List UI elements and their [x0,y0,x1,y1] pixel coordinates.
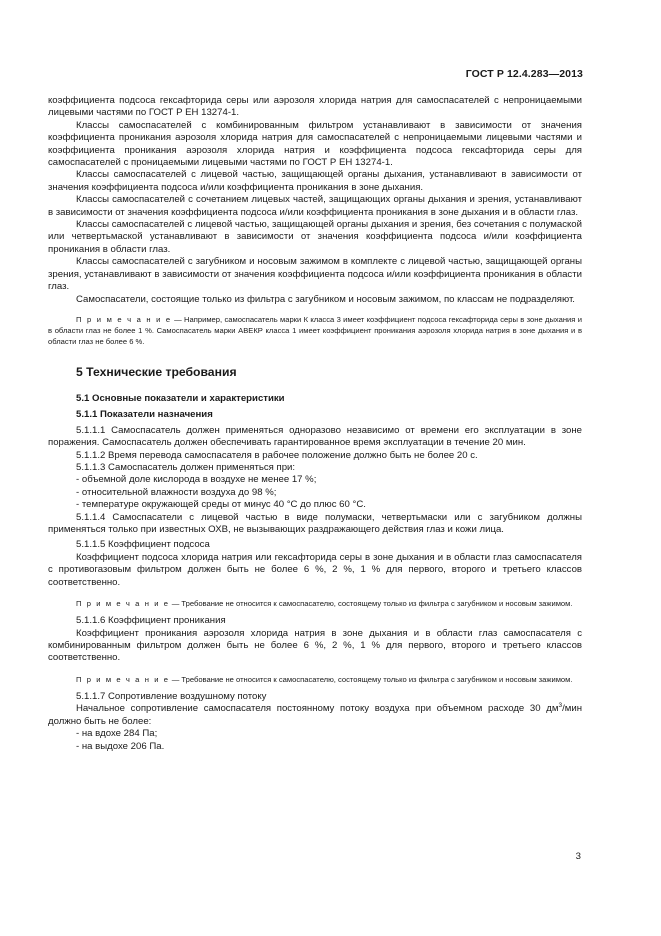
subsection-heading: 5.1 Основные показатели и характеристики [76,392,285,404]
note-text: — Требование не относится к самоспасателю, состоящему только из фильтра с загубником и носовым зажимом. [169,599,573,609]
subsection-heading: 5.1.1 Показатели назначения [76,409,213,421]
note [48,314,582,348]
note-label: П р и м е ч а н и е [76,599,170,609]
paragraph: Самоспасатели, состоящие только из фильтра с загубником и носовым зажимом, по классам не подразделяют. [76,293,575,305]
list-item: - температуре окружающей среды от минус 40 °С до плюс 60 °С. [76,499,366,511]
paragraph: 5.1.1.1 Самоспасатель должен применяться одноразово независимо от времени его эксплуатации в зоне поражения. Самоспасатель должен обеспечивать гарантированное время эксплуатации в течение 20 мин. [48,424,582,449]
paragraph: Коэффициент подсоса хлорида натрия или гексафторида серы в зоне дыхания и в области глаз самоспасателя с противогазовым фильтром должен быть не более 6 %, 2 %, 1 % для первого, второго и третьего классов соответственно. [48,551,582,588]
note-text: — Например, самоспасатель марки К класса 3 имеет коэффициент подсоса гексафторида серы в зоне дыхания и в области глаз не более 1 %. Самоспасатель марки АВЕКР класса 1 имеет коэффициент проникания аэрозоля хлорида натрия в зоне дыхания и в области глаз не более 6 %. [48,314,582,347]
note-label: П р и м е ч а н и е [76,314,172,324]
note-text: — Требование не относится к самоспасателю, состоящему только из фильтра с загубником и носовым зажимом. [169,674,573,684]
clause-heading: 5.1.1.6 Коэффициент проникания [76,615,226,627]
page-number: 3 [575,851,581,862]
paragraph: коэффициента подсоса гексафторида серы или аэрозоля хлорида натрия для самоспасателей с непроницаемыми лицевыми частями по ГОСТ Р ЕН 13274-1. [48,95,582,119]
clause-heading: 5.1.1.7 Сопротивление воздушному потоку [76,691,267,703]
note [48,674,582,685]
superscript: 3 [558,702,563,710]
list-item: - относительной влажности воздуха до 98 %; [76,486,277,498]
paragraph: 5.1.1.2 Время перевода самоспасателя в рабочее положение должно быть не более 20 с. [76,449,478,461]
paragraph-text: Начальное сопротивление самоспасателя постоянному потоку воздуха при объемном расходе 30 дм [76,703,559,715]
note [48,598,582,609]
paragraph: Классы самоспасателей с лицевой частью, защищающей органы дыхания, устанавливают в зависимости от значения коэффициента подсоса и/или коэффициента проникания в зоне дыхания. [48,169,582,193]
paragraph-text: /мин должно быть не более: [48,703,582,727]
paragraph: 5.1.1.3 Самоспасатель должен применяться при: [76,461,296,473]
section-heading: 5 Технические требования [76,364,237,379]
paragraph: Классы самоспасателей с сочетанием лицевых частей, защищающих органы дыхания и зрения, устанавливают в зависимости от значения коэффициента подсоса и/или коэффициента проникания в зоне дыхания и в области глаз. [48,194,582,218]
page-body [48,95,582,753]
note-label: П р и м е ч а н и е [76,674,170,684]
paragraph: Коэффициент проникания аэрозоля хлорида натрия в зоне дыхания и в области глаз самоспасателя с комбинированным фильтром должен быть не более 6 %, 2 %, 1 % для первого, второго и третьего классов соответственно. [48,627,582,664]
paragraph: Классы самоспасателей с комбинированным фильтром устанавливают в зависимости от значения коэффициента проникания аэрозоля хлорида натрия для самоспасателей с непроницаемыми лицевыми частями и коэффициента проникания аэрозоля хлорида натрия и коэффициента подсоса гексафторида серы для самоспасателей с проницаемыми лицевыми частями по ГОСТ Р ЕН 13274-1. [48,119,582,169]
paragraph: Классы самоспасателей с лицевой частью, защищающей органы дыхания и зрения, без сочетания с полумаской или четвертьмаской устанавливают в зависимости от значения коэффициента подсоса и/или коэффициента проникания в области глаз. [48,219,582,255]
paragraph: Классы самоспасателей с загубником и носовым зажимом в комплекте с лицевой частью, защищающей органы зрения, устанавливают в зависимости от значения коэффициента подсоса и/или коэффициента проникания в области глаз. [48,256,582,293]
paragraph: 5.1.1.4 Самоспасатели с лицевой частью в виде полумаски, четвертьмаски или с загубником должны применяться только при известных ОХВ, не вызывающих раздражающего действия глаз и кожи лица. [48,511,582,535]
document-id: ГОСТ Р 12.4.283—2013 [465,68,583,80]
paragraph [48,703,582,728]
list-item: - объемной доле кислорода в воздухе не менее 17 %; [76,474,317,486]
list-item: - на вдохе 284 Па; [76,728,158,740]
clause-heading: 5.1.1.5 Коэффициент подсоса [76,539,210,551]
list-item: - на выдохе 206 Па. [76,740,165,752]
